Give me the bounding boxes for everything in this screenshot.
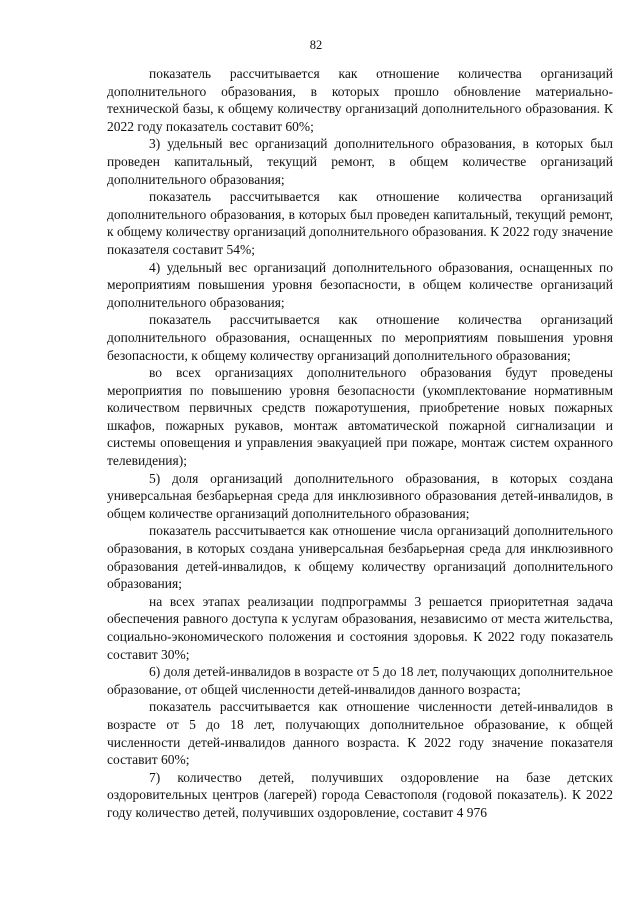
paragraph: показатель рассчитывается как отношение количества организаций дополнительного образования, оснащенных по мероприятиям повышения уровня безопасности, к общему количеству организаций дополнительного образования; bbox=[107, 312, 613, 363]
paragraph: показатель рассчитывается как отношение числа организаций дополнительного образования, в которых создана универсальная безбарьерная среда для инклюзивного образования детей-инвалидов, к общему количеству организаций дополнительного образования; bbox=[107, 523, 613, 592]
paragraph: показатель рассчитывается как отношение количества организаций дополнительного образования, в которых прошло обновление материально-технической базы, к общему количеству организаций дополнительного образования. К 2022 году показатель составит 60%; bbox=[107, 66, 613, 134]
page-number: 82 bbox=[309, 38, 323, 52]
paragraph: на всех этапах реализации подпрограммы 3 решается приоритетная задача обеспечения равного доступа к услугам образования, независимо от места жительства, социально-экономического положения и состояния здоровья. К 2022 году показатель составит 30%; bbox=[107, 593, 613, 662]
paragraph: показатель рассчитывается как отношение численности детей-инвалидов в возрасте от 5 до 18 лет, получающих дополнительное образование, к общей численности детей-инвалидов данного возраста. К 2022 году значение показателя составит 60%; bbox=[107, 699, 613, 768]
paragraph: 3) удельный вес организаций дополнительного образования, в которых был проведен капитальный, текущий ремонт, в общем количестве организаций дополнительного образования; bbox=[107, 136, 613, 187]
paragraph: 6) доля детей-инвалидов в возрасте от 5 до 18 лет, получающих дополнительное образование, от общей численности детей-инвалидов данного возраста; bbox=[107, 664, 613, 697]
paragraph: 7) количество детей, получивших оздоровление на базе детских оздоровительных центров (лагерей) города Севастополя (годовой показатель). К 2022 году количество детей, получивших оздоровление, составит 4 976 bbox=[107, 769, 613, 820]
paragraph: 4) удельный вес организаций дополнительного образования, оснащенных по мероприятиям повышения уровня безопасности, в общем количестве организаций дополнительного образования; bbox=[107, 259, 613, 310]
paragraph: во всех организациях дополнительного образования будут проведены мероприятия по повышению уровня безопасности (укомплектование нормативным количеством первичных средств пожаротушения, приобретение новых пожарных шкафов, пожарных рукавов, монтаж автоматической пожарной сигнализации и системы оповещения и управления эвакуацией при пожаре, монтаж систем охранного телевидения); bbox=[107, 365, 613, 469]
paragraph: 5) доля организаций дополнительного образования, в которых создана универсальная безбарьерная среда для инклюзивного образования детей-инвалидов, в общем количестве организаций дополнительного образования; bbox=[107, 470, 613, 521]
paragraph: показатель рассчитывается как отношение количества организаций дополнительного образования, в которых был проведен капитальный, текущий ремонт, к общему количеству организаций дополнительного образования. К 2022 году значение показателя составит 54%; bbox=[107, 189, 613, 257]
document-body bbox=[107, 65, 613, 822]
